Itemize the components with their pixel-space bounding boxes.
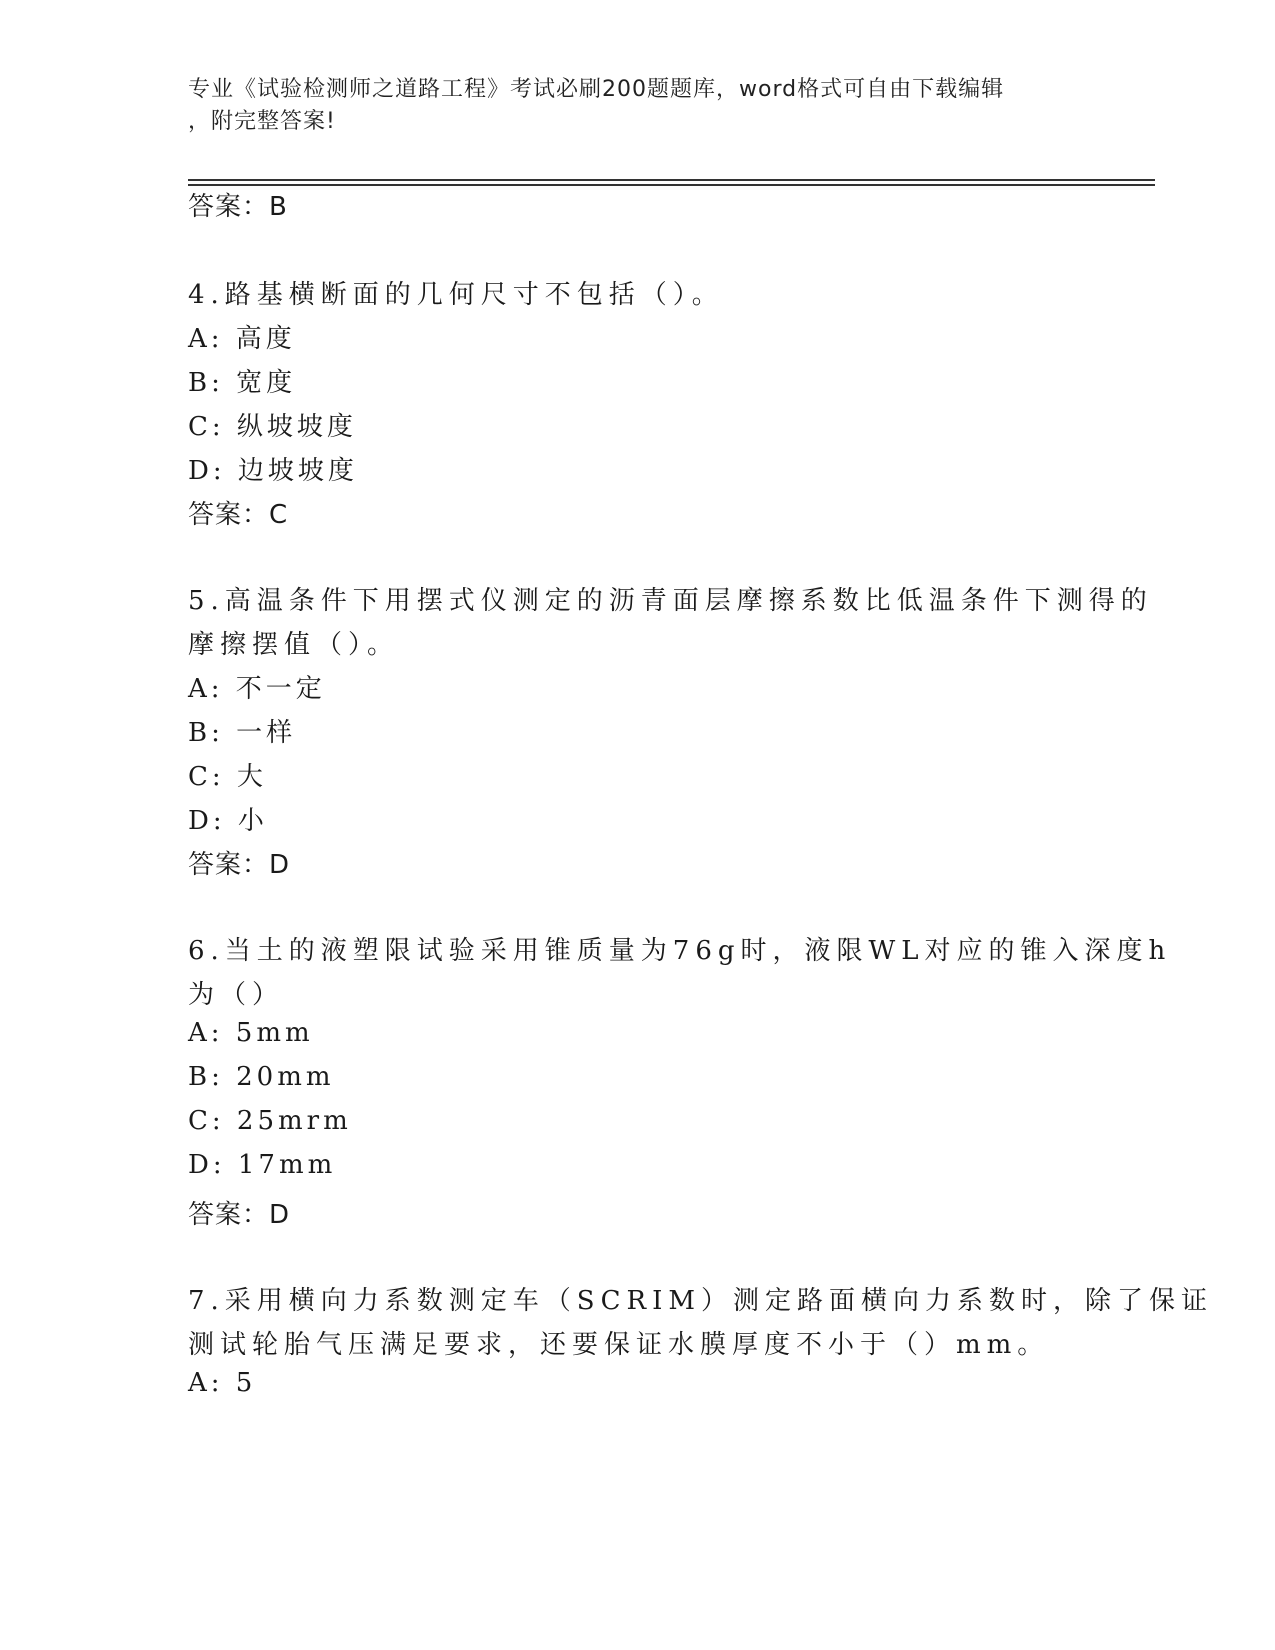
- question-4-text: 4.路基横断面的几何尺寸不包括（）。: [188, 280, 724, 310]
- question-5-option-d: D: 小: [188, 806, 268, 836]
- question-5-option-a: A: 不一定: [188, 674, 326, 704]
- question-7-text-continued: 测试轮胎气压满足要求，还要保证水膜厚度不小于（）mm。: [188, 1330, 1050, 1360]
- document-header: [188, 74, 1088, 138]
- answer-q3: 答案：B: [188, 192, 288, 222]
- question-4-option-c: C: 纵坡坡度: [188, 412, 357, 442]
- question-5-text-continued: 摩擦摆值（）。: [188, 630, 400, 660]
- question-6-option-b: B: 20mm: [188, 1062, 335, 1092]
- question-6-option-a: A: 5mm: [188, 1018, 314, 1048]
- answer-q6: 答案：D: [188, 1200, 291, 1230]
- question-6-text: 6.当土的液塑限试验采用锥质量为76g时，液限WL对应的锥入深度h: [188, 936, 1172, 966]
- question-4-option-b: B: 宽度: [188, 368, 297, 398]
- question-4-option-d: D: 边坡坡度: [188, 456, 358, 486]
- question-6-option-c: C: 25mrm: [188, 1106, 352, 1136]
- answer-q5: 答案：D: [188, 850, 291, 880]
- question-6-text-continued: 为（）: [188, 980, 285, 1010]
- question-7-text: 7.采用横向力系数测定车（SCRIM）测定路面横向力系数时，除了保证: [188, 1286, 1213, 1316]
- header-divider-bottom: [188, 184, 1155, 186]
- question-6-option-d: D: 17mm: [188, 1150, 337, 1180]
- answer-q4: 答案：C: [188, 500, 289, 530]
- question-5-option-c: C: 大: [188, 762, 267, 792]
- header-title-continuation: ，附完整答案!: [188, 109, 336, 134]
- question-5-option-b: B: 一样: [188, 718, 297, 748]
- question-4-option-a: A: 高度: [188, 324, 296, 354]
- header-title-line: 专业《试验检测师之道路工程》考试必刷200题题库，word格式可自由下载编辑: [188, 77, 1005, 102]
- question-5-text: 5.高温条件下用摆式仪测定的沥青面层摩擦系数比低温条件下测得的: [188, 586, 1153, 616]
- question-7-option-a: A: 5: [188, 1368, 257, 1398]
- header-divider-top: [188, 179, 1155, 181]
